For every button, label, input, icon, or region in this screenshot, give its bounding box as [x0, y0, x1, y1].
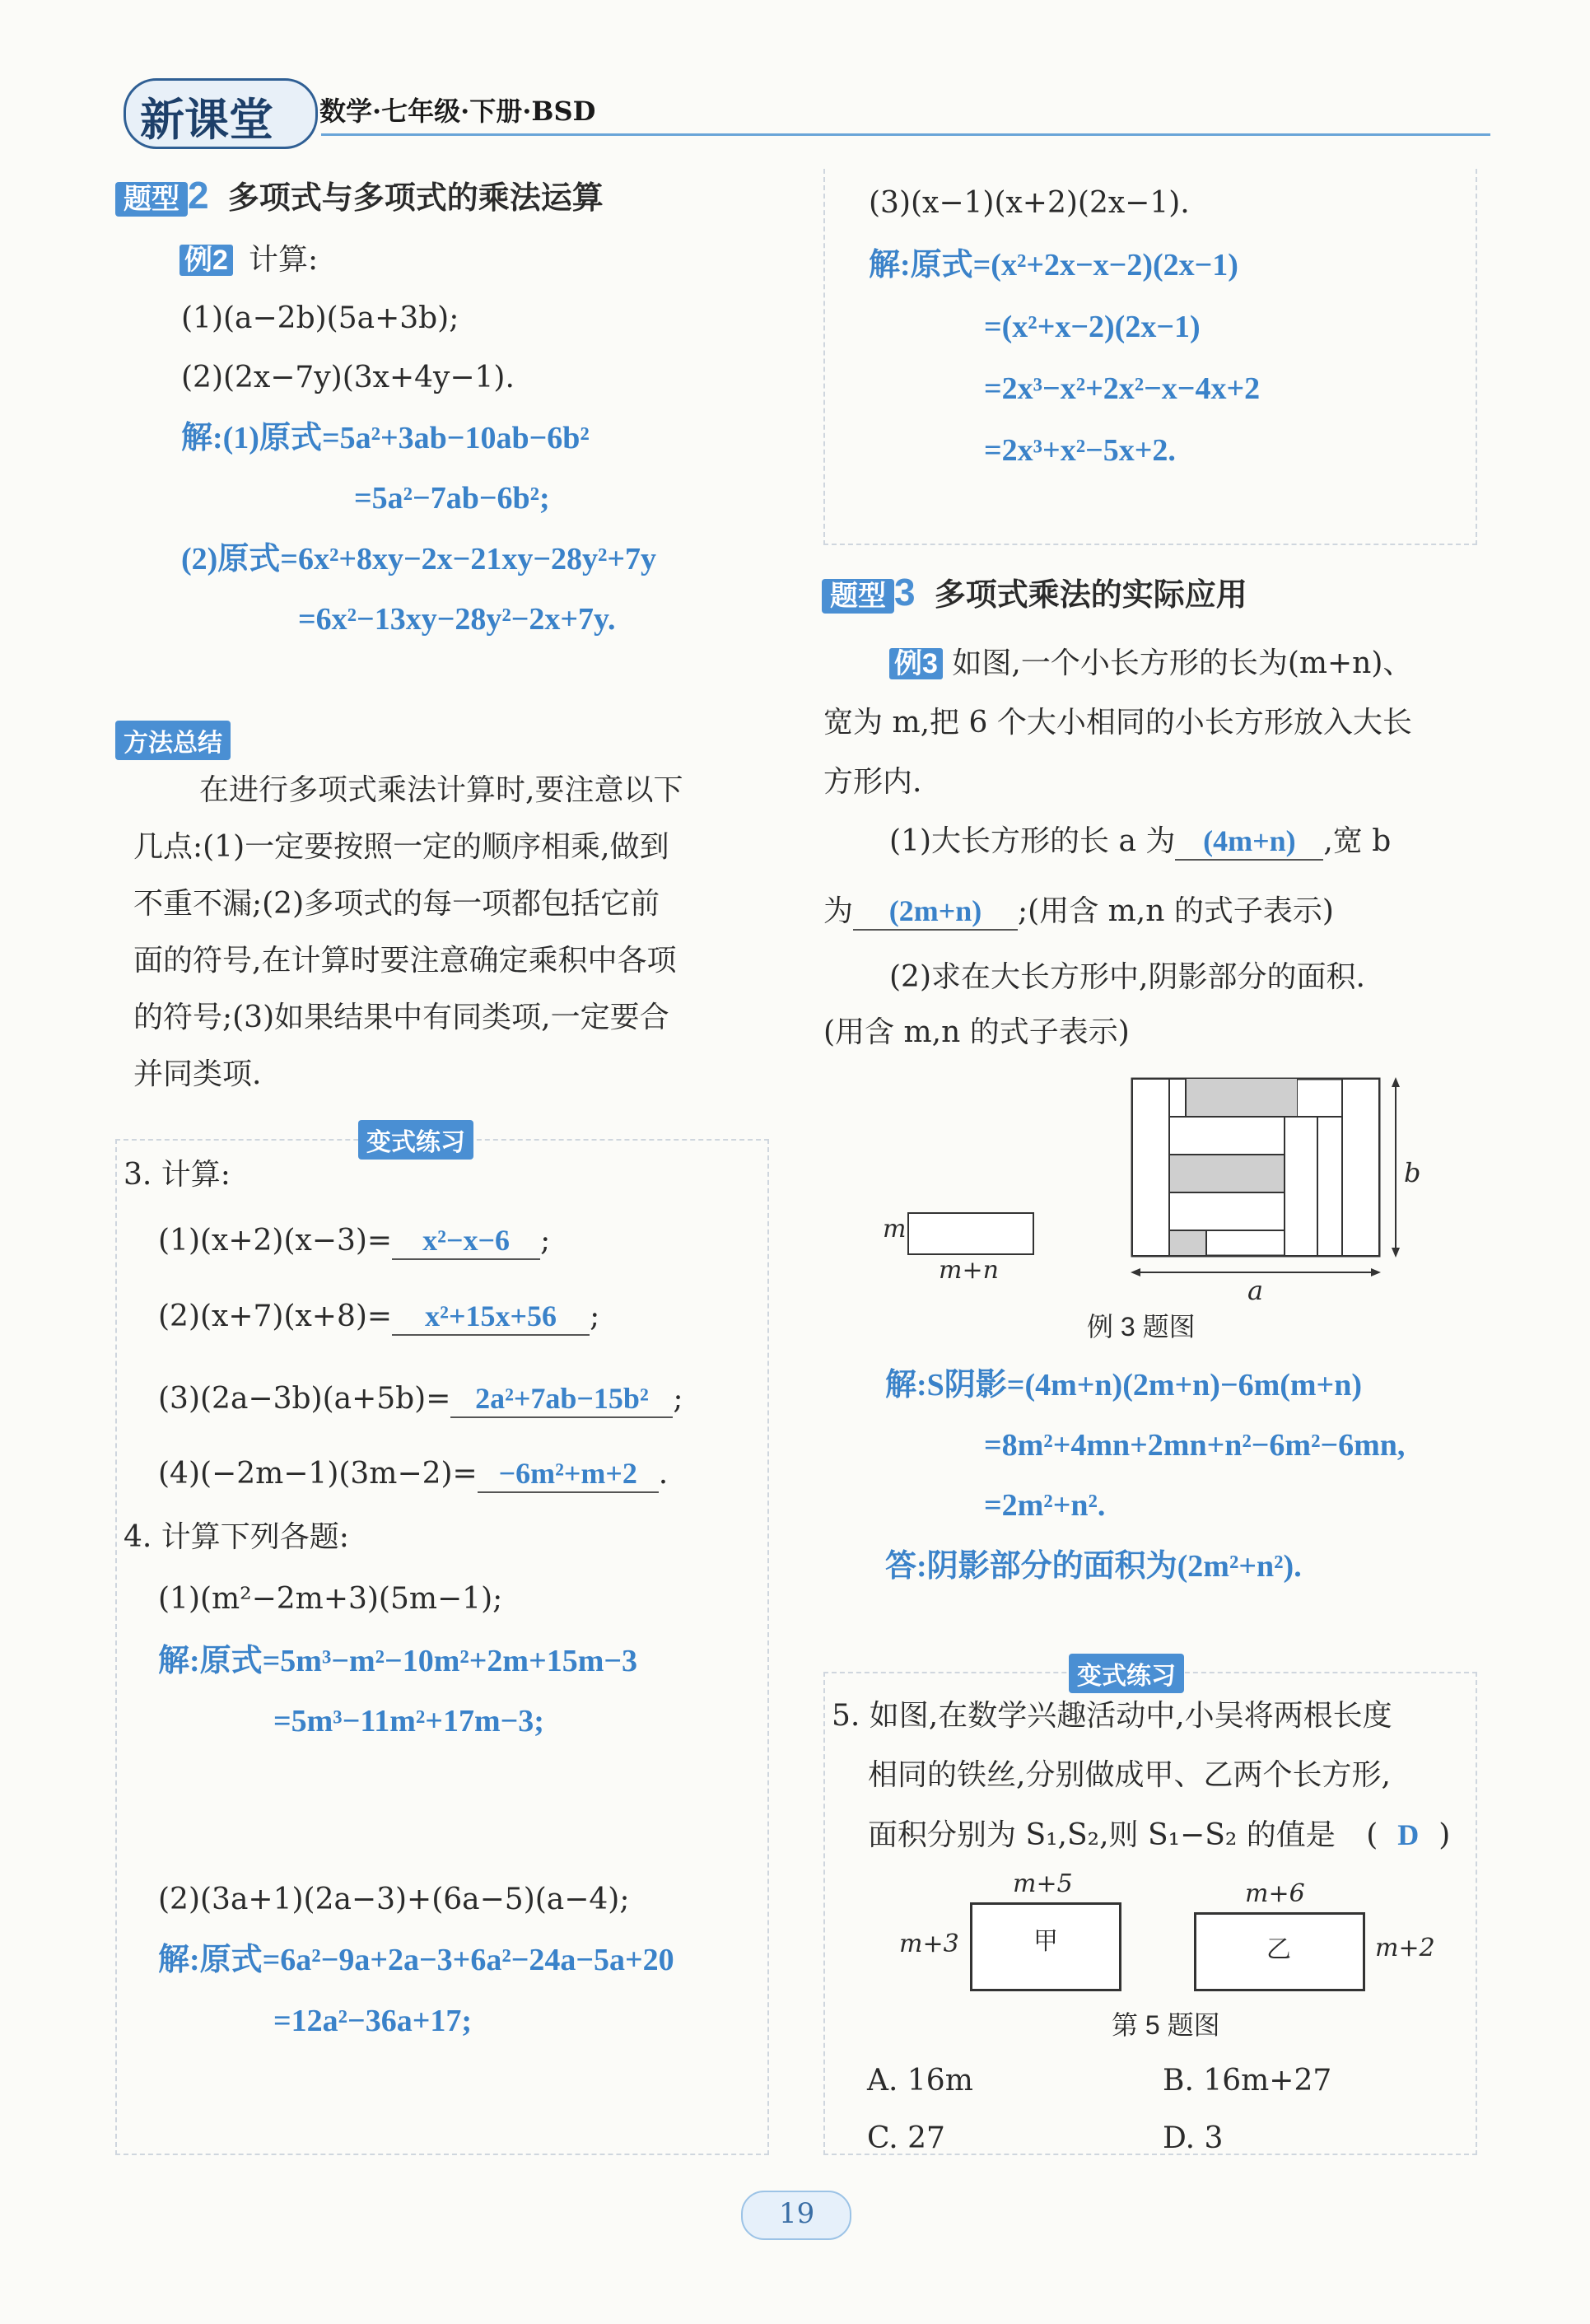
q4-2-solution-2: =12a²−36a+17;	[273, 2004, 473, 2038]
method-line: 面的符号,在计算时要注意确定乘积中各项	[133, 944, 677, 978]
method-line: 的符号;(3)如果结果中有同类项,一定要合	[133, 1001, 669, 1034]
ex3-part-1b	[823, 894, 1334, 931]
fig3-b-label: b	[1404, 1157, 1421, 1188]
practice-box-right-top	[823, 169, 1477, 545]
q3-question: (2)(x+7)(x+8)=	[158, 1300, 393, 1333]
q4-3-solution-2: =(x²+x−2)(2x−1)	[984, 310, 1201, 344]
fig3-diagram	[1120, 1071, 1433, 1293]
ex3-line: 如图,一个小长方形的长为(m+n)、	[952, 646, 1413, 680]
q3-item-4	[158, 1456, 668, 1493]
q3-item-3	[158, 1381, 683, 1418]
header-rule	[321, 133, 1490, 136]
ex2-question-1: (1)(a−2b)(5a+3b);	[181, 301, 459, 335]
q5-line: 5. 如图,在数学兴趣活动中,小吴将两根长度	[832, 1699, 1392, 1733]
header-logo-text: 新课堂	[140, 93, 273, 146]
example2-heading	[180, 237, 318, 278]
solution-step: 5a²+3ab−10ab−6b²	[339, 421, 590, 455]
q5-line-text: 面积分别为 S₁,S₂,则 S₁−S₂ 的值是	[868, 1818, 1336, 1852]
ex2-solution-1	[181, 420, 590, 458]
ex3-text: ,宽 b	[1323, 824, 1392, 858]
ex2-solution-4: =6x²−13xy−28y²−2x+7y.	[298, 602, 616, 637]
q5-line: 相同的铁丝,分别做成甲、乙两个长方形,	[868, 1758, 1391, 1792]
q5-answer: D	[1397, 1818, 1420, 1851]
fig5-yi-top: m+6	[1245, 1879, 1305, 1908]
q3-end: ;	[590, 1300, 600, 1333]
fig5-yi-right: m+2	[1375, 1934, 1435, 1962]
ex3-text: (1)大长方形的长 a 为	[889, 824, 1176, 858]
fig5-yi-label: 乙	[1266, 1935, 1291, 1964]
ex3-answer-b: (2m+n)	[853, 894, 1018, 931]
fig3-caption: 例 3 题图	[1087, 1312, 1196, 1342]
ex3-solution-3: =2m²+n².	[984, 1488, 1106, 1523]
q4-3-solution-4: =2x³+x²−5x+2.	[984, 433, 1176, 468]
type2-title: 多项式与多项式的乘法运算	[227, 181, 604, 216]
type-number: 3	[894, 571, 916, 614]
example-prompt: 计算:	[249, 243, 319, 277]
q4-title: 4. 计算下列各题:	[124, 1520, 349, 1554]
ex3-solution-2: =8m²+4mn+2mn+n²−6m²−6mn,	[984, 1428, 1406, 1463]
q3-end: ;	[673, 1382, 683, 1416]
practice-tag: 变式练习	[1069, 1654, 1184, 1693]
ex3-line: 宽为 m,把 6 个大小相同的小长方形放入大长	[823, 706, 1412, 740]
q3-item-2	[158, 1299, 599, 1336]
ex2-solution-3	[181, 541, 656, 579]
method-line: 几点:(1)一定要按照一定的顺序相乘,做到	[133, 830, 669, 864]
fig5-jia-label: 甲	[1033, 1927, 1058, 1956]
ex3-text: 为	[823, 894, 854, 928]
ex3-answer: 答:阴影部分的面积为(2m²+n²).	[885, 1549, 1302, 1584]
ex3-text: ;(用含 m,n 的式子表示)	[1018, 894, 1334, 928]
q4-question-2: (2)(3a+1)(2a−3)+(6a−5)(a−4);	[158, 1883, 630, 1916]
ex3-answer-a: (4m+n)	[1175, 824, 1323, 861]
q4-3-solution-3: =2x³−x²+2x²−x−4x+2	[984, 371, 1261, 406]
ex2-question-2: (2)(2x−7y)(3x+4y−1).	[181, 361, 515, 394]
option-c: C. 27	[867, 2121, 945, 2155]
q4-question-1: (1)(m²−2m+3)(5m−1);	[158, 1582, 503, 1616]
fig3-a-label: a	[1247, 1275, 1264, 1306]
example3-text	[823, 634, 1490, 812]
type-tag: 题型	[115, 182, 188, 217]
fig3-small-width-label: m+n	[939, 1256, 999, 1285]
option-d: D. 3	[1163, 2121, 1224, 2155]
q4-1-solution-2: =5m³−11m²+17m−3;	[273, 1704, 544, 1738]
page-number: 19	[779, 2197, 815, 2230]
fig5-jia-left: m+3	[899, 1930, 959, 1958]
q3-answer: 2a²+7ab−15b²	[450, 1381, 673, 1418]
method-line: 并同类项.	[133, 1057, 262, 1091]
q3-title: 3. 计算:	[124, 1158, 231, 1192]
q3-answer: −6m²+m+2	[478, 1456, 659, 1493]
ex3-solution-1: 解:S阴影=(4m+n)(2m+n)−6m(m+n)	[885, 1368, 1362, 1402]
q4-2-solution-1: 解:原式=6a²−9a+2a−3+6a²−24a−5a+20	[158, 1943, 674, 1977]
ex3-part-1	[889, 824, 1391, 861]
q3-answer: x²+15x+56	[392, 1299, 590, 1336]
type-number: 2	[188, 174, 209, 217]
ex2-solution-2: =5a²−7ab−6b²;	[354, 481, 550, 516]
ex3-part-2: (2)求在大长方形中,阴影部分的面积.	[889, 960, 1365, 994]
type2-heading	[115, 173, 604, 218]
example-label: 例3	[889, 648, 943, 679]
method-summary-text	[133, 762, 759, 1103]
method-summary-tag: 方法总结	[115, 721, 231, 760]
q5-text	[832, 1687, 1450, 1865]
solution-prefix: (2)原式=	[181, 542, 298, 576]
method-line: 在进行多项式乘法计算时,要注意以下	[199, 773, 683, 807]
q3-end: ;	[540, 1224, 551, 1258]
option-b: B. 16m+27	[1163, 2064, 1332, 2098]
header-subtitle: 数学·七年级·下册·BSD	[319, 96, 596, 127]
q3-end: .	[658, 1457, 669, 1491]
q3-question: (1)(x+2)(x−3)=	[158, 1224, 393, 1258]
q3-question: (3)(2a−3b)(a+5b)=	[158, 1382, 451, 1416]
method-line: 不重不漏;(2)多项式的每一项都包括它前	[133, 887, 660, 921]
q4-1-solution-1: 解:原式=5m³−m²−10m²+2m+15m−3	[158, 1644, 638, 1678]
q3-answer: x²−x−6	[392, 1223, 540, 1260]
practice-tag: 变式练习	[358, 1120, 473, 1160]
q3-item-1	[158, 1223, 550, 1260]
q5-line: 面积分别为 S₁,S₂,则 S₁−S₂ 的值是 ( D )	[868, 1818, 1451, 1852]
ex3-part-2b: (用含 m,n 的式子表示)	[823, 1015, 1130, 1049]
type3-title: 多项式乘法的实际应用	[934, 578, 1247, 613]
solution-step: 6x²+8xy−2x−21xy−28y²+7y	[297, 542, 657, 576]
ex3-line: 方形内.	[823, 765, 922, 799]
fig3-small-rect	[907, 1212, 1034, 1255]
fig3-small-height-label: m	[883, 1215, 907, 1244]
fig5-caption: 第 5 题图	[1112, 2010, 1220, 2040]
example-label: 例2	[180, 245, 233, 276]
fig5-jia-top: m+5	[1013, 1869, 1073, 1898]
type3-heading	[822, 570, 1247, 615]
q3-question: (4)(−2m−1)(3m−2)=	[158, 1457, 478, 1491]
solution-prefix: 解:(1)原式=	[181, 421, 340, 455]
type-tag: 题型	[822, 579, 894, 614]
option-a: A. 16m	[867, 2064, 973, 2098]
q4-3-solution-1: 解:原式=(x²+2x−x−2)(2x−1)	[869, 248, 1238, 282]
q4-question-3: (3)(x−1)(x+2)(2x−1).	[869, 186, 1190, 220]
